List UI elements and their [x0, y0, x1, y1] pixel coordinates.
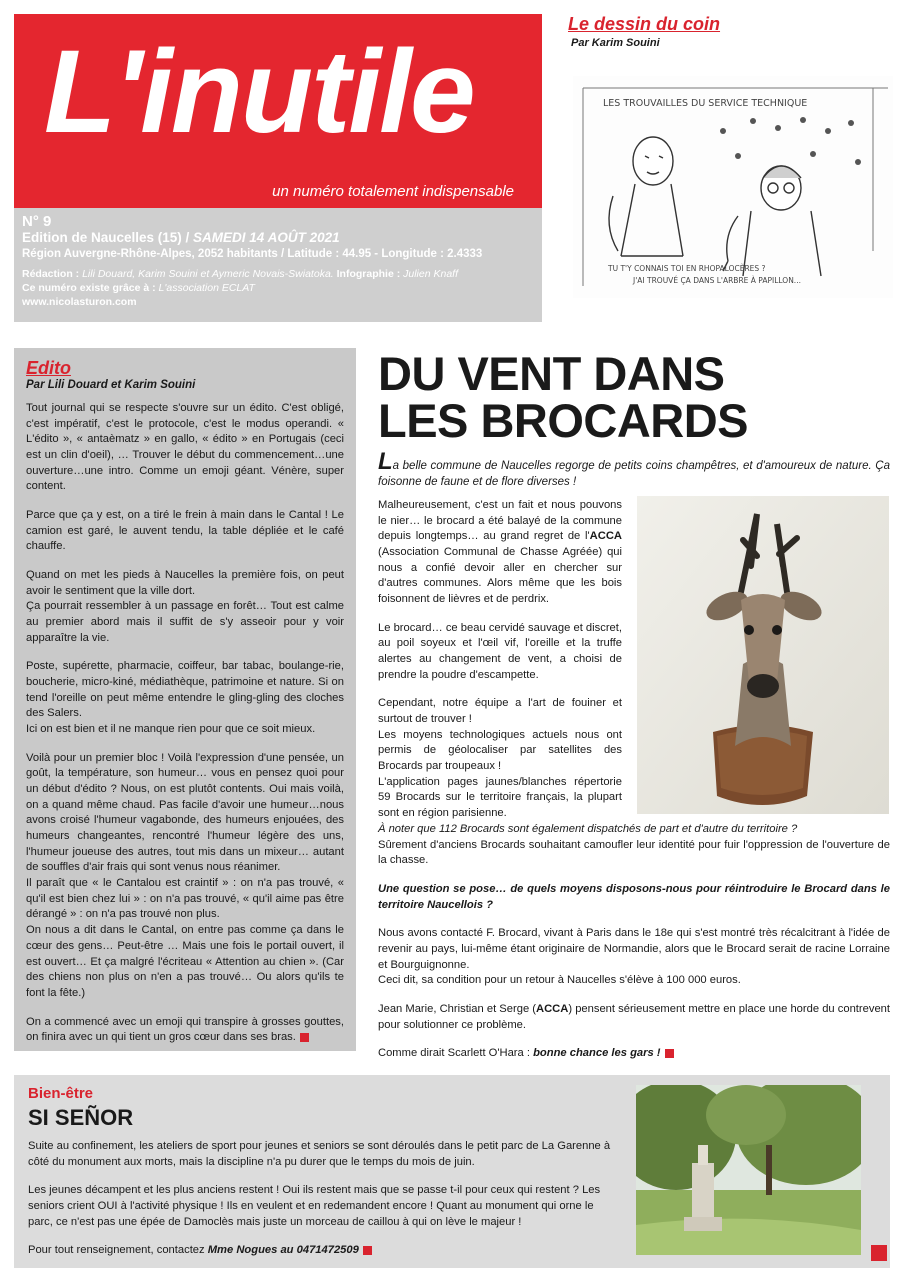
deer-photo-graphic [637, 496, 889, 814]
edito-paragraph: Quand on met les pieds à Naucelles la première fois, on peut avoir le sentiment que la ville dort. [26, 569, 344, 597]
edito-paragraph: Parce que ça y est, on a tiré le frein à main dans le Cantal ! Le camion est garé, le auvent tendu, la table dépliée et le café chauffe. [26, 509, 344, 553]
section-title: SI SEÑOR [28, 1105, 134, 1130]
article-paragraph: Les moyens technologiques actuels nous ont permis de géolocaliser par satellites des Brocards par troupeaux ! [378, 728, 622, 773]
section-body [28, 1139, 620, 1272]
thanks-label: Ce numéro existe grâce à : [22, 282, 156, 295]
thanks-line [22, 282, 534, 296]
end-mark-square [665, 1049, 674, 1058]
region-line: Région Auvergne-Rhône-Alpes, 2052 habitants / Latitude : 44.95 - Longitude : 2.4333 [22, 248, 483, 261]
edito-author: Par Lili Douard et Karim Souini [26, 379, 196, 391]
edito-paragraph: Poste, supérette, pharmacie, coiffeur, bar tabac, boulange-rie, boucherie, micro-kiné, médiathèque, patrimoine et nature. Si on tend l'oreille on peut même entendre le gling-gling des cloches des Salers. [26, 660, 344, 720]
edito-paragraph: Tout journal qui se respecte s'ouvre sur un édito. C'est obligé, c'est impératif, c'est le protocole, c'est le modus operandi. « L'édito », « antaèmatz » en gallo, « édito » en Portugais (ceci est un clin d'oeil), … Trouver le début du commencement…une ouverture…une intro. Comme un emoji géant. Vénère, super content. [26, 402, 344, 493]
edito-paragraph: Il paraît que « le Cantalou est craintif » : on n'a pas trouvé, « qu'il est bien chez lui » : on n'a pas trouvé, « qu'il aime pas être dérangé » : on n'a pas trouvé non plus. [26, 877, 344, 921]
article-paragraph [378, 822, 890, 869]
article-paragraph: Cependant, notre équipe a l'art de fouiner et surtout de trouver ! [378, 697, 622, 726]
section-paragraph: Les jeunes décampent et les plus anciens restent ! Oui ils restent mais que se passe t-il pour ceux qui restent ? Les seniors crient OUI à l'activité physique ! Ils en veulent et en redemandent encore ! Quant au monument qui orne le parc, ce n'est pas une épée de Damoclès mais juste un morceau de caillou à qui on lève le majeur ! [28, 1184, 601, 1228]
masthead [14, 14, 542, 208]
article-headline [378, 347, 898, 447]
closing-text-a: Comme dirait Scarlett O'Hara : [378, 1047, 534, 1060]
park-monument-photo [636, 1085, 861, 1255]
article-paragraph: Le brocard… ce beau cervidé sauvage et discret, au poil soyeux et l'œil vif, l'oreille et la truffe alertes au changement de vent, a choisi de prendre la poudre d'escampette. [378, 621, 622, 681]
contact-line [28, 1243, 620, 1259]
edito-title: Edito [26, 358, 71, 378]
edito-paragraph: On nous a dit dans le Cantal, on entre pas comme ça dans le cœur des gens… Peut-être … Mais une fois le portail ouvert, il est ouvert… Et ça malgré l'écriteau « Attention au chien ». (Car des chiens non plus on n'en a pas trouvé… Ou alors qu'ils te font la fête.) [26, 924, 344, 999]
p6-italic: À noter que 112 Brocards sont également dispatchés de part et d'autre du territoire ? [378, 823, 798, 835]
edition-date: SAMEDI 14 AOÛT 2021 [193, 230, 340, 246]
article-paragraph: Ceci dit, sa condition pour un retour à Naucelles s'élève à 100 000 euros. [378, 974, 741, 987]
lead-text: a belle commune de Naucelles regorge de petits coins champêtres, et d'amoureux de nature. Ça foisonne de faune et de flore diverses ! [378, 460, 890, 489]
article-lead [378, 450, 890, 490]
headline-line-2: LES BROCARDS [378, 394, 749, 447]
edition-place: Edition de Naucelles (15) / [22, 230, 194, 246]
closing-text-b: bonne chance les gars ! [533, 1047, 661, 1060]
contact-name-phone: Mme Nogues au 0471472509 [207, 1244, 359, 1257]
contact-text: Pour tout renseignement, contactez [28, 1244, 208, 1257]
thanks-name: L'association ECLAT [155, 282, 255, 295]
p9-text-a: Jean Marie, Christian et Serge ( [378, 1003, 537, 1016]
issue-number: N° 9 [22, 213, 52, 230]
article-paragraph: L'application pages jaunes/blanches répertorie 59 Brocards sur le territoire français, la plupart sont en région parisienne. [378, 775, 622, 820]
redaction-names: Lili Douard, Karim Souini et Aymeric Novais-Swiatoka. [79, 268, 334, 281]
edito-paragraph: Ça pourrait ressembler à un passage en forêt… Tout est calme au premier abord mais il suffit de s'y asseoir pour y voir apparaître la vie. [26, 600, 344, 644]
headline-line-1: DU VENT DANS [378, 347, 725, 400]
cartoon-bubble-2: J'AI TROUVÉ ÇA DANS L'ARBRE À PAPILLON... [633, 276, 801, 285]
article-fullwidth-text [378, 822, 890, 1075]
newspaper-logo: L'inutile [44, 26, 474, 158]
cartoon-section-title: Le dessin du coin [568, 14, 721, 34]
p6-rest: Sûrement d'anciens Brocards souhaitant camoufler leur identité pour fuir l'oppression de l'ouverture de la chasse. [378, 838, 890, 867]
cartoon-bubble-1: TU T'Y CONNAIS TOI EN RHOPALOCÈRES ? [608, 264, 766, 273]
edito-box [14, 348, 356, 1051]
edito-last-text: On a commencé avec un emoji qui transpire à grosses gouttes, on finira avec un qui tient un gros cœur dans ses bras. [26, 1015, 344, 1044]
cartoon-illustration [573, 76, 893, 298]
article-column [378, 498, 622, 822]
cartoon-author: Par Karim Souini [571, 37, 660, 49]
infographie-name: Julien Knaff [400, 268, 458, 281]
cartoon-caption-top: LES TROUVAILLES DU SERVICE TECHNIQUE [603, 98, 808, 109]
article-paragraph: Nous avons contacté F. Brocard, vivant à Paris dans le 18e qui s'est montré très récalcitrant à l'idée de revenir au pays, lui-même étant originaire de Normandie, alors que le Brocard serait de racine Lorraine et Bourguignonne. [378, 927, 890, 971]
article-paragraph [378, 498, 622, 608]
edito-paragraph: Ici on est bien et il ne manque rien pour que ce soit mieux. [26, 723, 316, 736]
edition-line [22, 230, 534, 247]
corner-mark-square [871, 1245, 887, 1261]
question-text: Une question se pose… de quels moyens disposons-nous pour réintroduire le Brocard dans le territoire Naucellois ? [378, 883, 890, 911]
tagline: un numéro totalement indispensable [272, 183, 514, 200]
roe-deer-trophy-photo [637, 496, 889, 814]
section-kicker: Bien-être [28, 1085, 94, 1102]
p1-text-b: (Association Communal de Chasse Agréée) qui nous a confié devoir aller en chercher sur d'autres communes. Alors même que les bois foisonnent de lièvres et de perdrix. [378, 546, 622, 606]
cartoon-drawing [573, 76, 893, 298]
p1-text-a: Malheureusement, c'est un fait et nous pouvons le nier… le brocard a été balayé de la commune depuis longtemps… au grand regret de l' [378, 499, 622, 543]
article-closing [378, 1046, 890, 1062]
lead-initial: L [378, 448, 393, 475]
bien-etre-section [14, 1075, 890, 1268]
redaction-label: Rédaction : [22, 268, 80, 281]
edito-paragraph-last [26, 1015, 344, 1046]
end-mark-square [300, 1033, 309, 1042]
article-question [378, 882, 890, 913]
p9-text-b: ) pensent sérieusement mettre en place une horde du contrevent pour solutionner ce problème. [378, 1003, 891, 1031]
article-paragraph [378, 1002, 890, 1033]
website-link[interactable]: www.nicolasturon.com [22, 296, 137, 309]
section-paragraph: Suite au confinement, les ateliers de sport pour jeunes et seniors se sont déroulés dans le petit parc de La Garenne à côté du monument aux morts, mais la discipline n'a pu durer que le temps du mois de juin. [28, 1140, 611, 1168]
park-photo-graphic [636, 1085, 861, 1255]
credits-line [22, 268, 534, 282]
p1-acca: ACCA [589, 530, 622, 543]
edition-info-box [14, 208, 542, 322]
infographie-label: Infographie : [333, 268, 401, 281]
end-mark-square [363, 1246, 372, 1255]
edito-paragraph: Voilà pour un premier bloc ! Voilà l'expression d'une pensée, un goût, la température, son humeur… vous en pensez quoi pour un début d'édito ? Nous, on est plutôt contents. Oui mais voilà, on a quand même chaud. Pas facile d'avoir une humeur…nous avons croisé l'humeur vagabonde, des humeurs enjouées, des humeurs changeantes, rencontré l'humeur légère des uns, l'humeur joueuse des autres, tout mis dans un mixeur… autant de souffles d'air frais qui sont venus nous réanimer. [26, 751, 344, 874]
p9-acca: ACCA [536, 1003, 569, 1016]
